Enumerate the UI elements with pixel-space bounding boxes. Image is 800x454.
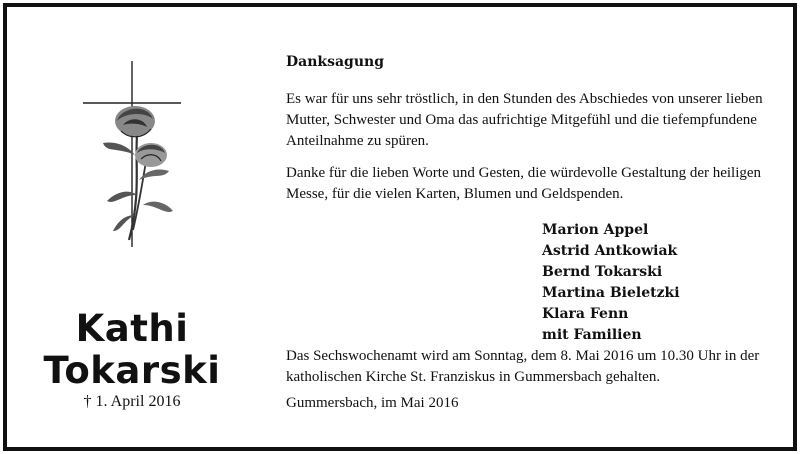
text-line: Anteilnahme zu spüren. — [286, 133, 429, 149]
place-date: Gummersbach, im Mai 2016 — [286, 395, 459, 411]
signatory: mit Familien — [542, 327, 642, 343]
notice-frame — [3, 3, 797, 451]
death-date: † 1. April 2016 — [83, 393, 181, 410]
text-line: katholischen Kirche St. Franziskus in Gummersbach gehalten. — [286, 369, 661, 385]
cross-with-rose-icon — [77, 55, 197, 255]
service-paragraph — [286, 346, 760, 388]
signatories-list — [542, 220, 680, 346]
text-line: Das Sechswochenamt wird am Sonntag, dem 8. Mai 2016 um 10.30 Uhr in der — [286, 348, 760, 364]
text-line: Messe, für die vielen Karten, Blumen und Geldspenden. — [286, 186, 624, 202]
text-line: Es war für uns sehr tröstlich, in den Stunden des Abschiedes von unserer lieben — [286, 91, 763, 107]
text-line: Danke für die lieben Worte und Gesten, die würdevolle Gestaltung der heiligen — [286, 165, 762, 181]
signatory: Bernd Tokarski — [542, 264, 663, 280]
text-line: Mutter, Schwester und Oma das aufrichtige Mitgefühl und die tiefempfundene — [286, 112, 757, 128]
left-column — [7, 7, 257, 447]
signatory: Astrid Antkowiak — [542, 243, 678, 259]
signatory: Marion Appel — [542, 222, 649, 238]
gratitude-paragraph — [286, 163, 762, 205]
notice-heading: Danksagung — [286, 54, 384, 70]
last-name: Tokarski — [43, 349, 221, 392]
thanks-paragraph — [286, 89, 763, 152]
signatory: Martina Bieletzki — [542, 285, 680, 301]
notice-text — [286, 52, 766, 411]
signatory: Klara Fenn — [542, 306, 629, 322]
first-name: Kathi — [75, 307, 189, 350]
